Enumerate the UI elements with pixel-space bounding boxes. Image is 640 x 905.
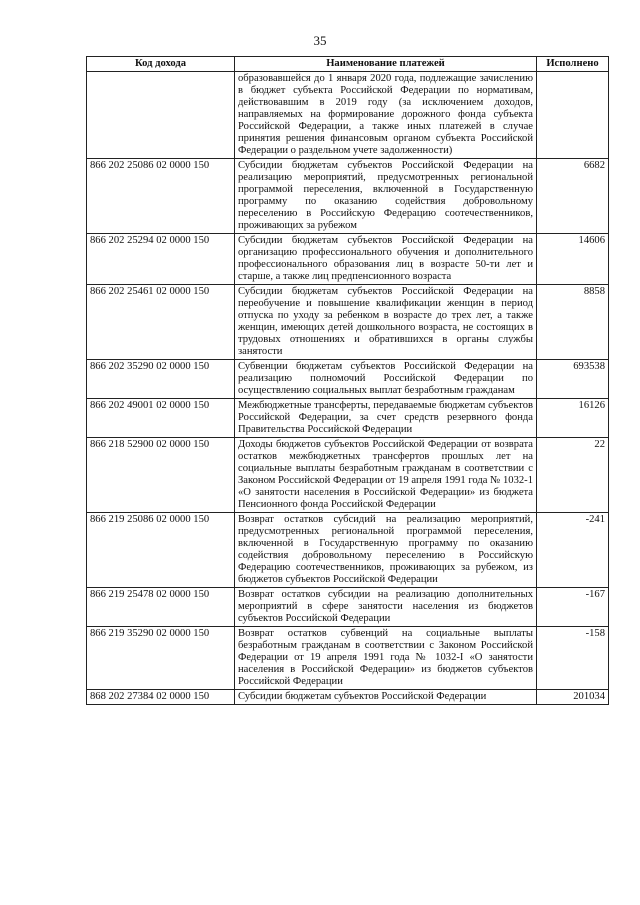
executed-amount: 693538 [537, 360, 609, 399]
table-row [87, 399, 609, 438]
table-row [87, 513, 609, 588]
revenue-code: 866 219 35290 02 0000 150 [87, 627, 235, 690]
payment-name: Возврат остатков субвенций на социальные выплаты безработным гражданам в соответствии с Законом Российской Федерации от 19 апреля 1991 года № 1032-I «О занятости населения в Российской Федерации» из бюджетов субъектов Российской Федерации [235, 627, 537, 690]
payment-name: Субвенции бюджетам субъектов Российской Федерации на реализацию полномочий Российской Федерации по осуществлению социальных выплат безработным гражданам [235, 360, 537, 399]
page-number: 35 [313, 33, 327, 48]
payment-name: образовавшейся до 1 января 2020 года, подлежащие зачислению в бюджет субъекта Российской Федерации по нормативам, действовавшим в 2019 году (за исключением доходов, направляемых на формирование дорожного фонда субъекта Российской Федерации, а также иных платежей в случае принятия решения финансовым органом субъекта Российской Федерации о раздельном учете задолженности) [235, 72, 537, 159]
revenue-code: 866 219 25086 02 0000 150 [87, 513, 235, 588]
executed-amount: -167 [537, 588, 609, 627]
executed-amount: 8858 [537, 285, 609, 360]
table-row [87, 234, 609, 285]
header-code: Код дохода [87, 57, 235, 72]
executed-amount: 6682 [537, 159, 609, 234]
executed-amount [537, 72, 609, 159]
executed-amount: 22 [537, 438, 609, 513]
revenue-code: 866 202 35290 02 0000 150 [87, 360, 235, 399]
revenue-code: 866 202 49001 02 0000 150 [87, 399, 235, 438]
payment-name: Возврат остатков субсидий на реализацию мероприятий, предусмотренных региональной программой переселения, включенной в Государственную программу по оказанию содействия добровольному переселению в Российскую Федерацию соотечественников, проживающих за рубежом, из бюджетов субъектов Российской Федерации [235, 513, 537, 588]
table-row [87, 627, 609, 690]
executed-amount: -158 [537, 627, 609, 690]
header-name: Наименование платежей [235, 57, 537, 72]
payment-name: Субсидии бюджетам субъектов Российской Федерации на организацию профессионального обучения и дополнительного профессионального образования лиц в возрасте 50-ти лет и старше, а также лиц предпенсионного возраста [235, 234, 537, 285]
table-row [87, 360, 609, 399]
payment-name: Возврат остатков субсидии на реализацию дополнительных мероприятий в сфере занятости населения из бюджетов субъектов Российской Федерации [235, 588, 537, 627]
executed-amount: 16126 [537, 399, 609, 438]
revenue-code: 866 202 25294 02 0000 150 [87, 234, 235, 285]
header-executed: Исполнено [537, 57, 609, 72]
table-header-row [87, 57, 609, 72]
payment-name: Субсидии бюджетам субъектов Российской Федерации на реализацию мероприятий, предусмотренных региональной программой переселения, включенной в Государственную программу по оказанию содействия добровольному переселению в Российскую Федерацию соотечественников, проживающих за рубежом [235, 159, 537, 234]
revenue-code: 868 202 27384 02 0000 150 [87, 690, 235, 705]
executed-amount: 14606 [537, 234, 609, 285]
executed-amount: -241 [537, 513, 609, 588]
revenue-code [87, 72, 235, 159]
table-row [87, 438, 609, 513]
payment-name: Субсидии бюджетам субъектов Российской Федерации [235, 690, 537, 705]
revenue-code: 866 202 25461 02 0000 150 [87, 285, 235, 360]
table-row [87, 588, 609, 627]
revenue-code: 866 218 52900 02 0000 150 [87, 438, 235, 513]
table-row [87, 72, 609, 159]
table-row [87, 690, 609, 705]
table-row [87, 159, 609, 234]
revenue-table [86, 56, 609, 705]
revenue-code: 866 202 25086 02 0000 150 [87, 159, 235, 234]
payment-name: Субсидии бюджетам субъектов Российской Федерации на переобучение и повышение квалификации женщин в период отпуска по уходу за ребенком в возрасте до трех лет, а также женщин, имеющих детей дошкольного возраста, не состоящих в трудовых отношениях и обратившихся в органы службы занятости [235, 285, 537, 360]
payment-name: Доходы бюджетов субъектов Российской Федерации от возврата остатков межбюджетных трансфертов прошлых лет на социальные выплаты безработным гражданам в соответствии с Законом Российской Федерации от 19 апреля 1991 года № 1032-1 «О занятости населения в Российской Федерации» из бюджета Пенсионного фонда Российской Федерации [235, 438, 537, 513]
executed-amount: 201034 [537, 690, 609, 705]
payment-name: Межбюджетные трансферты, передаваемые бюджетам субъектов Российской Федерации, за счет средств резервного фонда Правительства Российской Федерации [235, 399, 537, 438]
table-row [87, 285, 609, 360]
revenue-code: 866 219 25478 02 0000 150 [87, 588, 235, 627]
